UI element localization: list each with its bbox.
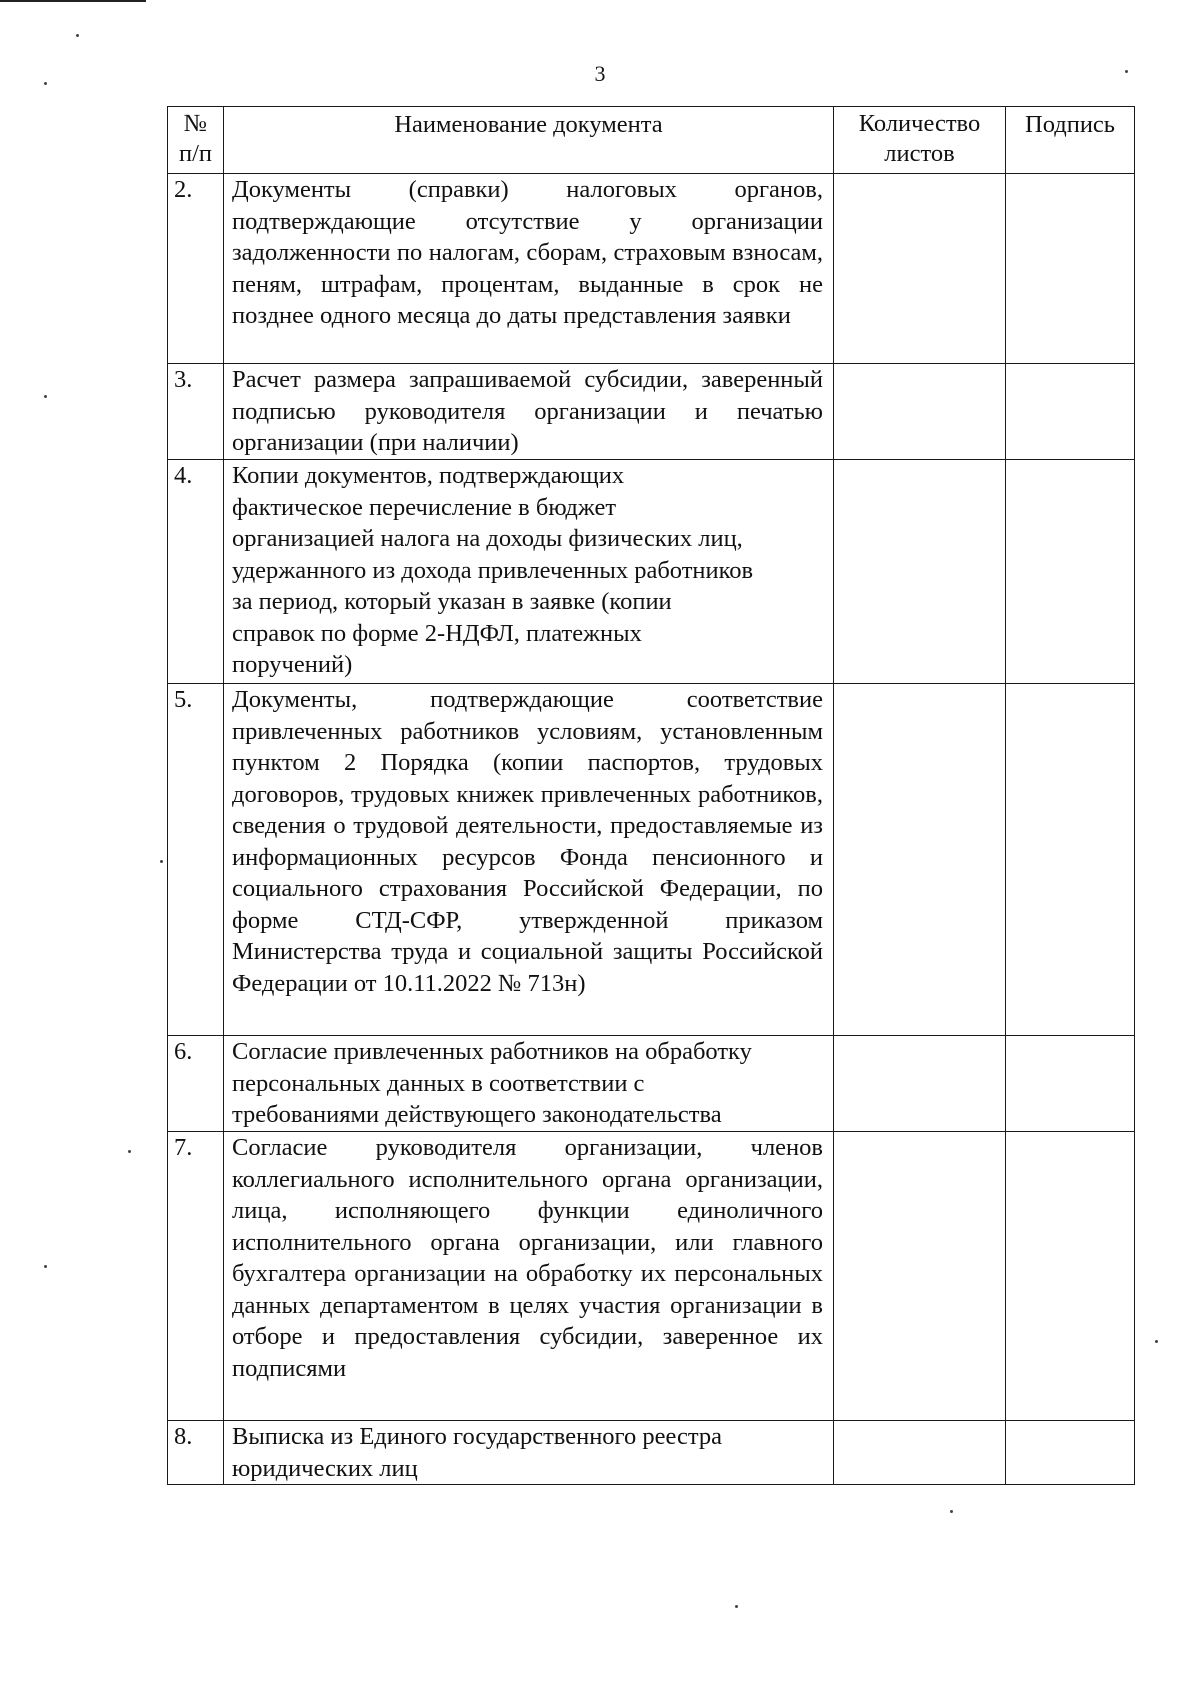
table-row bbox=[168, 364, 1135, 460]
sheet-count-cell bbox=[834, 1132, 1006, 1421]
signature-cell bbox=[1006, 174, 1135, 364]
scan-edge-line bbox=[0, 0, 146, 2]
table-row bbox=[168, 174, 1135, 364]
sheet-count-cell bbox=[834, 1036, 1006, 1132]
signature-cell bbox=[1006, 1132, 1135, 1421]
document-name: Согласие руководителя организации, членов коллегиального исполнительного органа организации, лица, исполняющего функции единоличного исполнительного органа организации, или главного бухгалтера организации на обработку их персональных данных департаментом в целях участия организации в отборе и предоставления субсидии, заверенное их подписями bbox=[224, 1132, 834, 1421]
scan-speck bbox=[44, 395, 47, 398]
document-name: Копии документов, подтверждающих фактическое перечисление в бюджет организацией налога на доходы физических лиц, удержанного из дохода привлеченных работников за период, который указан в заявке (копии справок по форме 2-НДФЛ, платежных поручений) bbox=[224, 460, 834, 684]
table-header-row bbox=[168, 107, 1135, 174]
scan-speck bbox=[1155, 1340, 1158, 1343]
header-sheet-count-label: Количество листов bbox=[858, 110, 981, 167]
header-number bbox=[168, 107, 224, 174]
row-number: 8. bbox=[168, 1421, 224, 1485]
sheet-count-cell bbox=[834, 174, 1006, 364]
scan-speck bbox=[735, 1605, 738, 1608]
header-number-label: № п/п bbox=[178, 110, 213, 167]
table-row bbox=[168, 1036, 1135, 1132]
scan-speck bbox=[44, 1265, 47, 1268]
signature-cell bbox=[1006, 1421, 1135, 1485]
signature-cell bbox=[1006, 1036, 1135, 1132]
row-number: 5. bbox=[168, 684, 224, 1036]
header-document-name-label: Наименование документа bbox=[394, 111, 663, 138]
scan-speck bbox=[950, 1510, 953, 1513]
scan-speck bbox=[128, 1150, 131, 1153]
sheet-count-cell bbox=[834, 1421, 1006, 1485]
signature-cell bbox=[1006, 684, 1135, 1036]
document-name: Согласие привлеченных работников на обработку персональных данных в соответствии с требованиями действующего законодательства bbox=[224, 1036, 834, 1132]
document-name: Документы, подтверждающие соответствие привлеченных работников условиям, установленным пунктом 2 Порядка (копии паспортов, трудовых договоров, трудовых книжек привлеченных работников, сведения о трудовой деятельности, предоставляемые из информационных ресурсов Фонда пенсионного и социального страхования Российской Федерации, по форме СТД-СФР, утвержденной приказом Министерства труда и социальной защиты Российской Федерации от 10.11.2022 № 713н) bbox=[224, 684, 834, 1036]
document-name: Документы (справки) налоговых органов, подтверждающие отсутствие у организации задолженности по налогам, сборам, страховым взносам, пеням, штрафам, процентам, выданные в срок не позднее одного месяца до даты представления заявки bbox=[224, 174, 834, 364]
table-row bbox=[168, 684, 1135, 1036]
row-number: 4. bbox=[168, 460, 224, 684]
header-signature bbox=[1006, 107, 1135, 174]
sheet-count-cell bbox=[834, 460, 1006, 684]
document-name: Расчет размера запрашиваемой субсидии, заверенный подписью руководителя организации и печатью организации (при наличии) bbox=[224, 364, 834, 460]
row-number: 3. bbox=[168, 364, 224, 460]
table-row bbox=[168, 1132, 1135, 1421]
sheet-count-cell bbox=[834, 684, 1006, 1036]
header-document-name bbox=[224, 107, 834, 174]
table-row bbox=[168, 1421, 1135, 1485]
row-number: 2. bbox=[168, 174, 224, 364]
signature-cell bbox=[1006, 364, 1135, 460]
scan-speck bbox=[160, 860, 163, 863]
document-name: Выписка из Единого государственного реестра юридических лиц bbox=[224, 1421, 834, 1485]
scan-speck bbox=[44, 82, 47, 85]
table-row bbox=[168, 460, 1135, 684]
signature-cell bbox=[1006, 460, 1135, 684]
row-number: 6. bbox=[168, 1036, 224, 1132]
page-number: 3 bbox=[594, 61, 606, 86]
sheet-count-cell bbox=[834, 364, 1006, 460]
header-signature-label: Подпись bbox=[1025, 111, 1115, 138]
scan-speck bbox=[1125, 70, 1128, 73]
header-sheet-count bbox=[834, 107, 1006, 174]
row-number: 7. bbox=[168, 1132, 224, 1421]
scan-speck bbox=[76, 34, 79, 37]
documents-table bbox=[167, 106, 1135, 1485]
